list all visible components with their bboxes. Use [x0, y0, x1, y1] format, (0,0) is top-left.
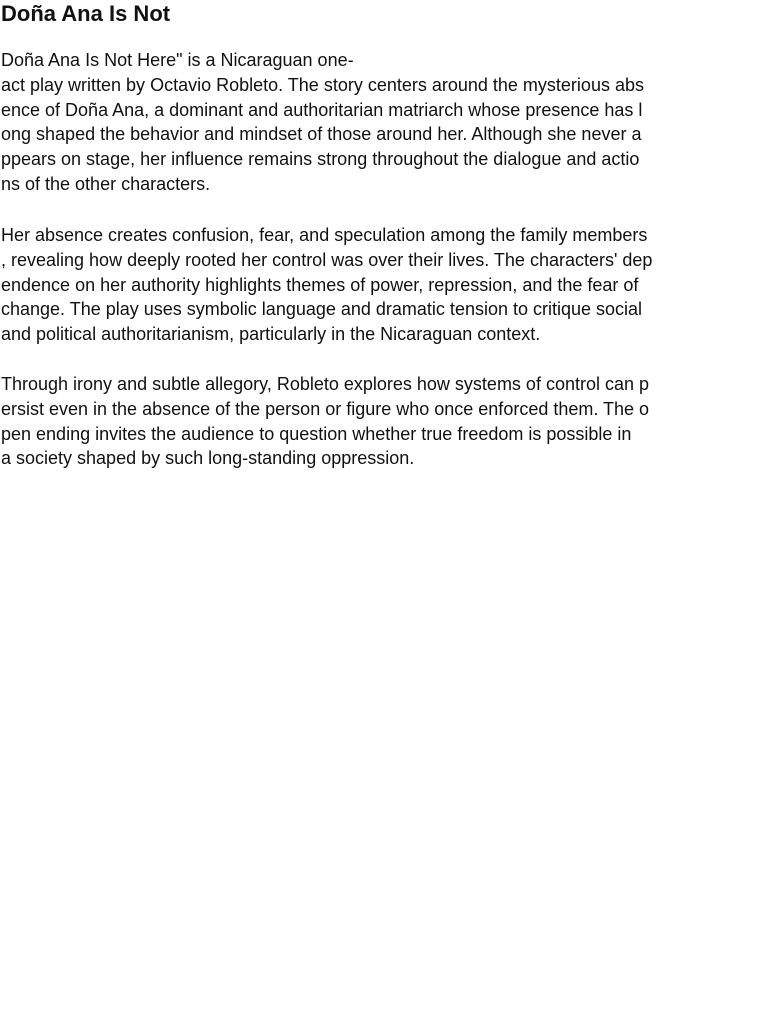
- paragraph-2: [1, 223, 767, 347]
- paragraph-line: Through irony and subtle allegory, Robleto explores how systems of control can p: [1, 374, 650, 394]
- paragraph-line: change. The play uses symbolic language and dramatic tension to critique social: [1, 299, 643, 320]
- paragraph-line: ns of the other characters.: [1, 173, 211, 194]
- paragraph-line: ong shaped the behavior and mindset of those around her. Although she never a: [1, 124, 642, 145]
- paragraph-line: Her absence creates confusion, fear, and speculation among the family members: [1, 225, 648, 245]
- paragraph-line: endence on her authority highlights themes of power, repression, and the fear of: [1, 274, 639, 295]
- paragraph-line: ence of Doña Ana, a dominant and authoritarian matriarch whose presence has l: [1, 99, 643, 120]
- paragraph-line: a society shaped by such long-standing oppression.: [1, 448, 415, 469]
- paragraph-line: ersist even in the absence of the person or figure who once enforced them. The o: [1, 398, 650, 419]
- document-title: Doña Ana Is Not: [1, 1, 171, 26]
- paragraph-line: ppears on stage, her influence remains strong throughout the dialogue and actio: [1, 149, 640, 170]
- paragraph-line: pen ending invites the audience to question whether true freedom is possible in: [1, 423, 632, 444]
- paragraph-3: [1, 372, 767, 471]
- paragraph-line: Doña Ana Is Not Here" is a Nicaraguan one-: [1, 50, 354, 70]
- paragraph-line: , revealing how deeply rooted her control was over their lives. The characters' dep: [1, 249, 653, 270]
- paragraph-line: act play written by Octavio Robleto. The story centers around the mysterious abs: [1, 74, 644, 95]
- paragraph-line: and political authoritarianism, particularly in the Nicaraguan context.: [1, 324, 541, 345]
- paragraph-1: [1, 48, 767, 197]
